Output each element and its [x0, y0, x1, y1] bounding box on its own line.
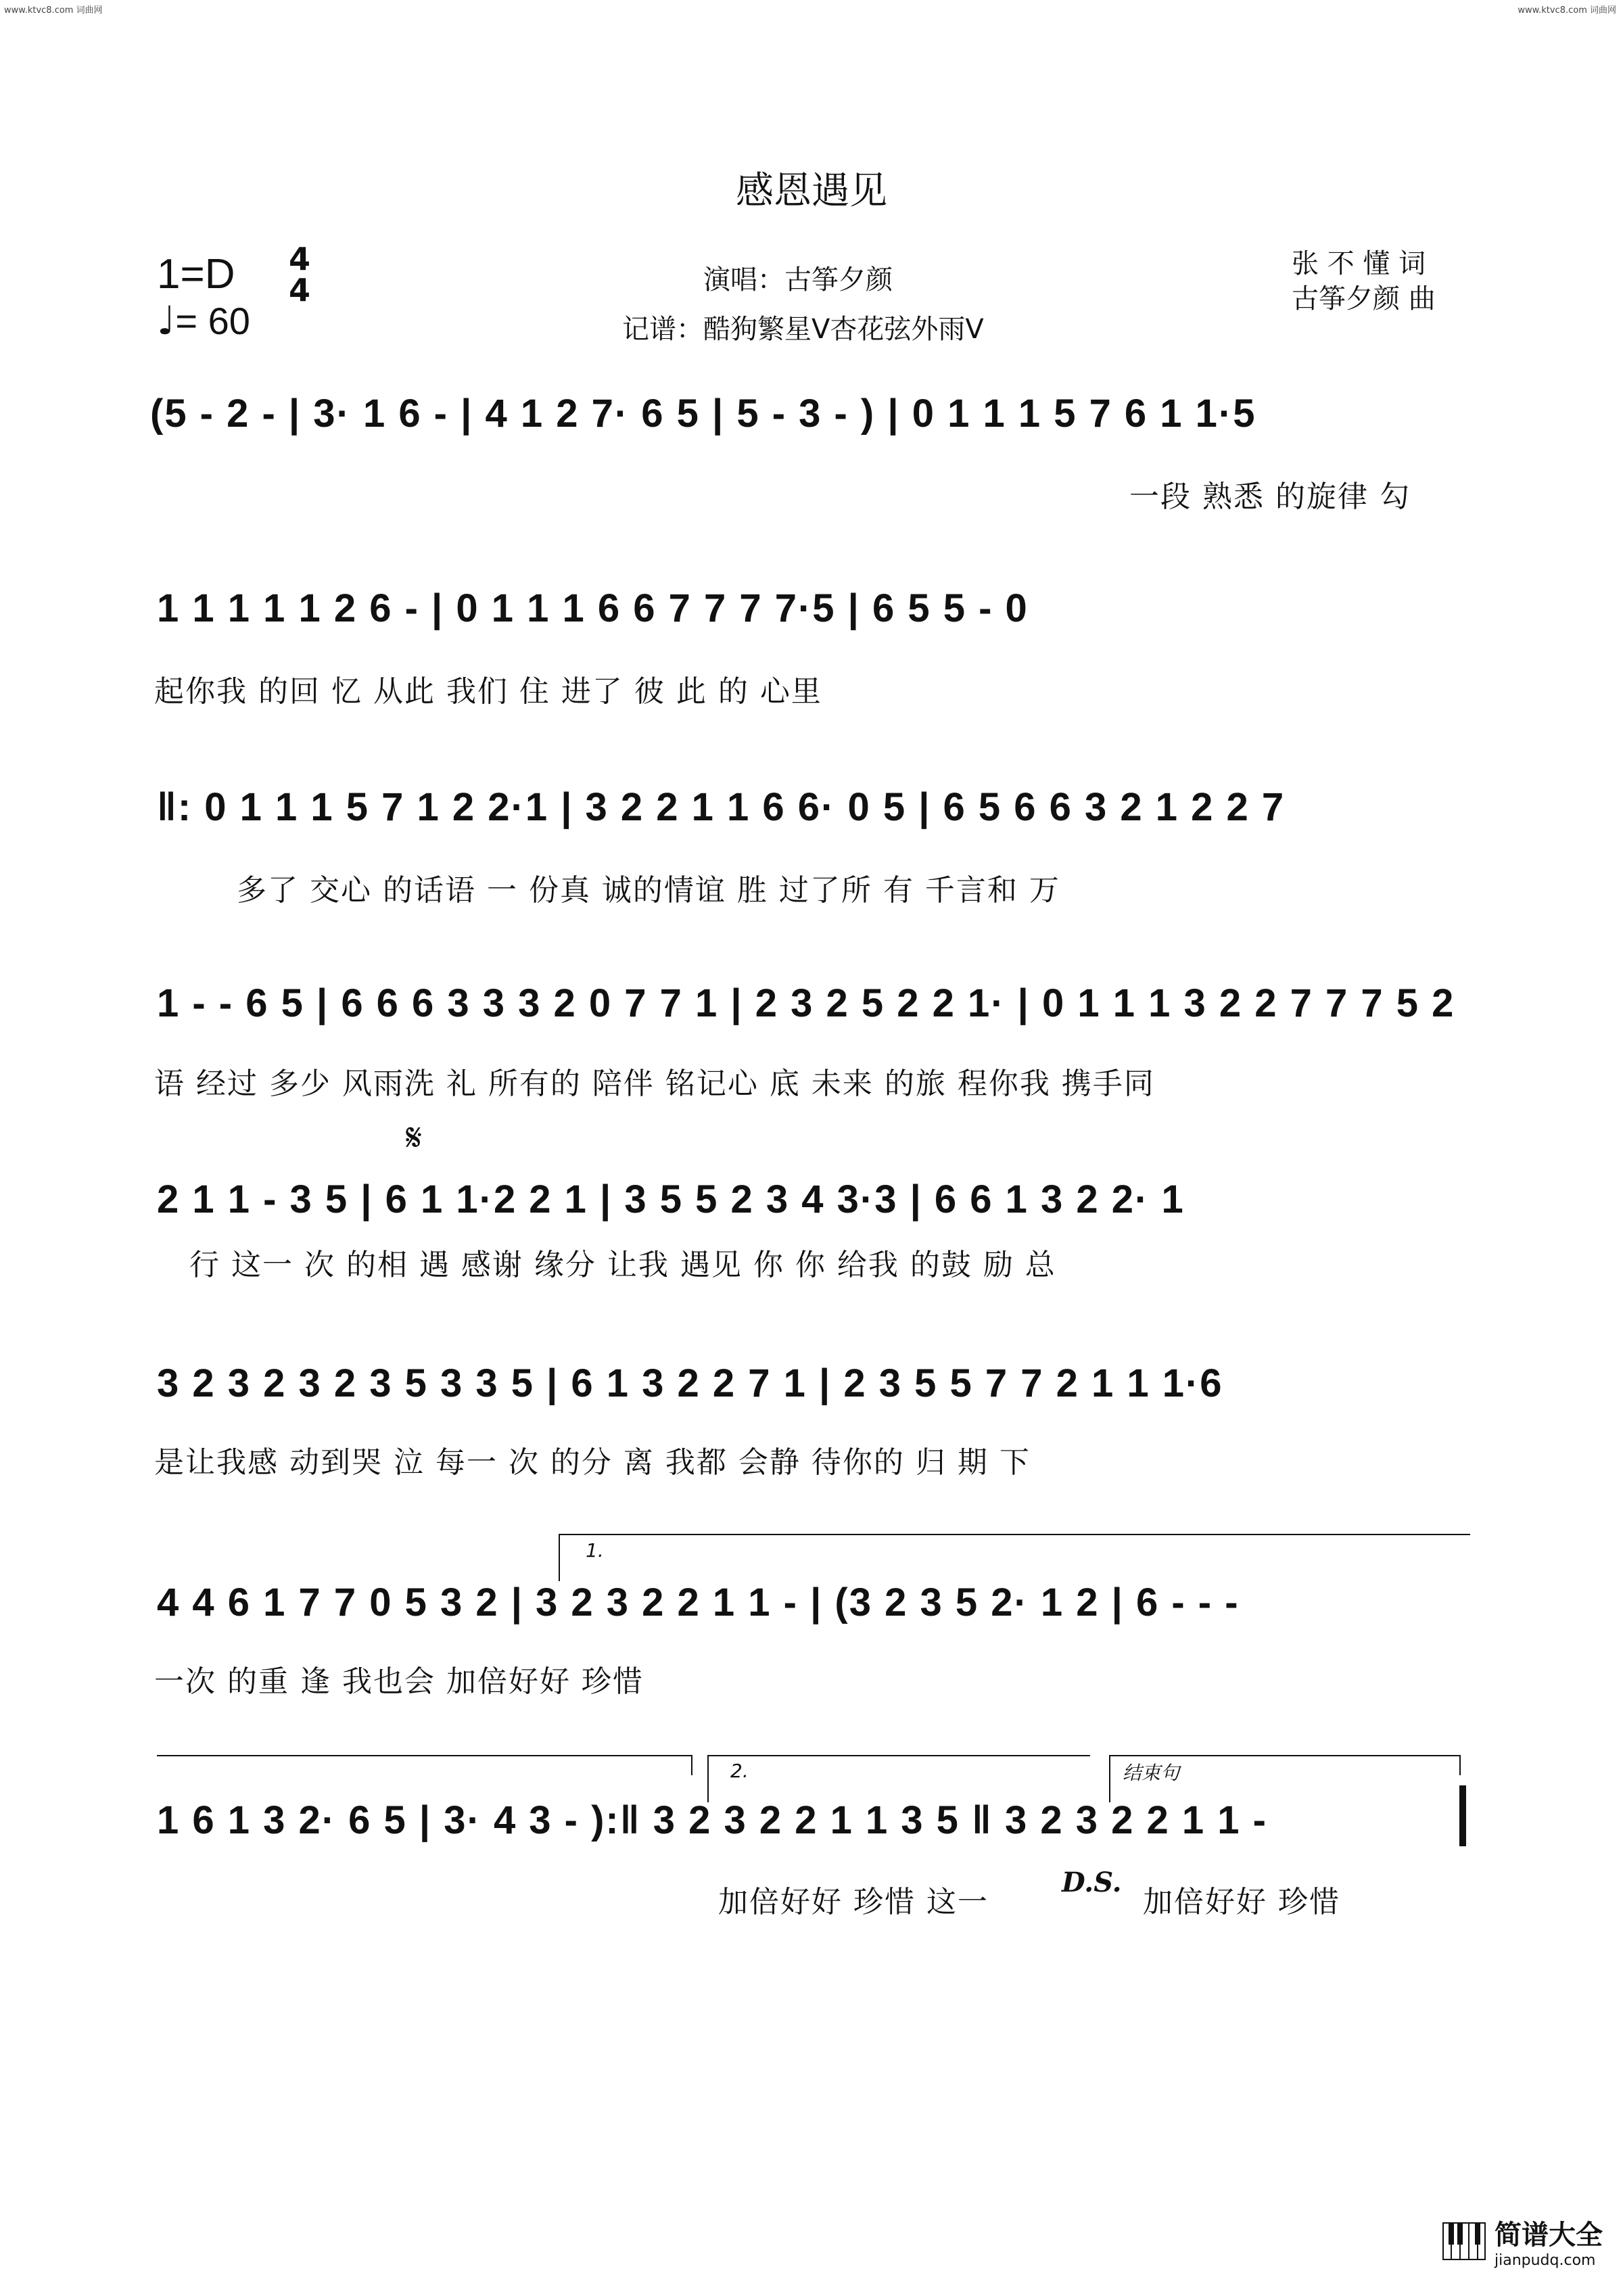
volta-2-bracket — [707, 1755, 1090, 1756]
key-signature: 1=D — [157, 251, 235, 298]
time-bottom: 4 — [288, 272, 310, 308]
lyrics-row-3: 多了 交心 的话语 一 份真 诚的情谊 胜 过了所 有 千言和 万 — [237, 873, 1060, 908]
volta-1-label: 1. — [586, 1539, 604, 1562]
transcriber: 记谱：酷狗繁星V杏花弦外雨V — [622, 314, 984, 345]
volta-1-continuation — [157, 1755, 692, 1756]
volta-1-end — [691, 1755, 692, 1775]
ending-end — [1459, 1755, 1461, 1775]
lyrics-row-5: 行 这一 次 的相 遇 感谢 缘分 让我 遇见 你 你 给我 的鼓 励 总 — [189, 1248, 1056, 1282]
time-signature — [284, 243, 315, 306]
logo-text: 简谱大全 — [1495, 2220, 1603, 2251]
singer: 演唱：古筝夕颜 — [703, 264, 893, 296]
lyrics-row-4: 语 经过 多少 风雨洗 礼 所有的 陪伴 铭记心 底 未来 的旅 程你我 携手同 — [154, 1067, 1155, 1101]
score-row-2: 1 1 1 1 1 2 6 - | 0 1 1 1 6 6 7 7 7 7·5 | 6 5 5 - 0 — [157, 586, 1029, 630]
lyrics-row-7: 一次 的重 逢 我也会 加倍好好 珍惜 — [154, 1664, 644, 1699]
lyrics-row-8a: 加倍好好 珍惜 这一 — [718, 1885, 989, 1919]
final-barline — [1459, 1785, 1466, 1846]
score-row-4: 1 - - 6 5 | 6 6 6 3 3 3 2 0 7 7 1 | 2 3 2 5 2 2 1· | 0 1 1 1 3 2 2 7 7 7 5 2 — [157, 981, 1455, 1025]
composer: 古筝夕颜 曲 — [1292, 283, 1436, 314]
tempo-marking — [157, 298, 250, 344]
time-top: 4 — [288, 241, 310, 277]
volta-1-start — [559, 1534, 560, 1581]
score-row-1: (5 - 2 - | 3· 1 6 - | 4 1 2 7· 6 5 | 5 - 3 - ) | 0 1 1 1 5 7 6 1 1·5 — [150, 392, 1256, 436]
score-row-8: 1 6 1 3 2· 6 5 | 3· 4 3 - ):‖ 3 2 3 2 2 1 1 3 5 ‖ 3 2 3 2 2 1 1 - — [157, 1798, 1267, 1842]
lyrics-row-8b: 加倍好好 珍惜 — [1143, 1885, 1340, 1919]
logo-url: jianpudq.com — [1495, 2252, 1596, 2269]
segno-icon: 𝄋 — [406, 1116, 423, 1160]
volta-2-label: 2. — [730, 1760, 749, 1782]
page-title: 感恩遇见 — [736, 169, 887, 213]
volta-1-bracket — [559, 1534, 1470, 1535]
lyrics-row-6: 是让我感 动到哭 泣 每一 次 的分 离 我都 会静 待你的 归 期 下 — [154, 1445, 1031, 1480]
ds-mark: D.S. — [1062, 1867, 1122, 1898]
watermark-right: www.ktvc8.com 词曲网 — [1518, 5, 1616, 16]
lyrics-row-1: 一段 熟悉 的旋律 勾 — [1129, 479, 1411, 514]
ending-bracket — [1109, 1755, 1461, 1756]
watermark-left: www.ktvc8.com 词曲网 — [4, 5, 103, 16]
score-row-3: ‖: 0 1 1 1 5 7 1 2 2·1 | 3 2 2 1 1 6 6· 0 5 | 6 5 6 6 3 2 1 2 2 7 — [157, 785, 1286, 829]
piano-icon — [1442, 2222, 1486, 2260]
quarter-note-icon: ♩ — [157, 298, 176, 344]
site-logo — [1442, 2213, 1603, 2269]
score-row-6: 3 2 3 2 3 2 3 5 3 3 5 | 6 1 3 2 2 7 1 | 2 3 5 5 7 7 2 1 1 1·6 — [157, 1361, 1223, 1405]
ending-label: 结束句 — [1123, 1762, 1180, 1784]
volta-2-start — [707, 1755, 709, 1802]
tempo-value: = 60 — [175, 300, 250, 342]
lyricist: 张 不 懂 词 — [1292, 248, 1426, 279]
score-row-5: 2 1 1 - 3 5 | 6 1 1·2 2 1 | 3 5 5 2 3 4 3·3 | 6 6 1 3 2 2· 1 — [157, 1177, 1185, 1221]
score-row-7: 4 4 6 1 7 7 0 5 3 2 | 3 2 3 2 2 1 1 - | (3 2 3 5 2· 1 2 | 6 - - - — [157, 1580, 1240, 1624]
lyrics-row-2: 起你我 的回 忆 从此 我们 住 进了 彼 此 的 心里 — [154, 674, 822, 709]
ending-start — [1109, 1755, 1110, 1802]
